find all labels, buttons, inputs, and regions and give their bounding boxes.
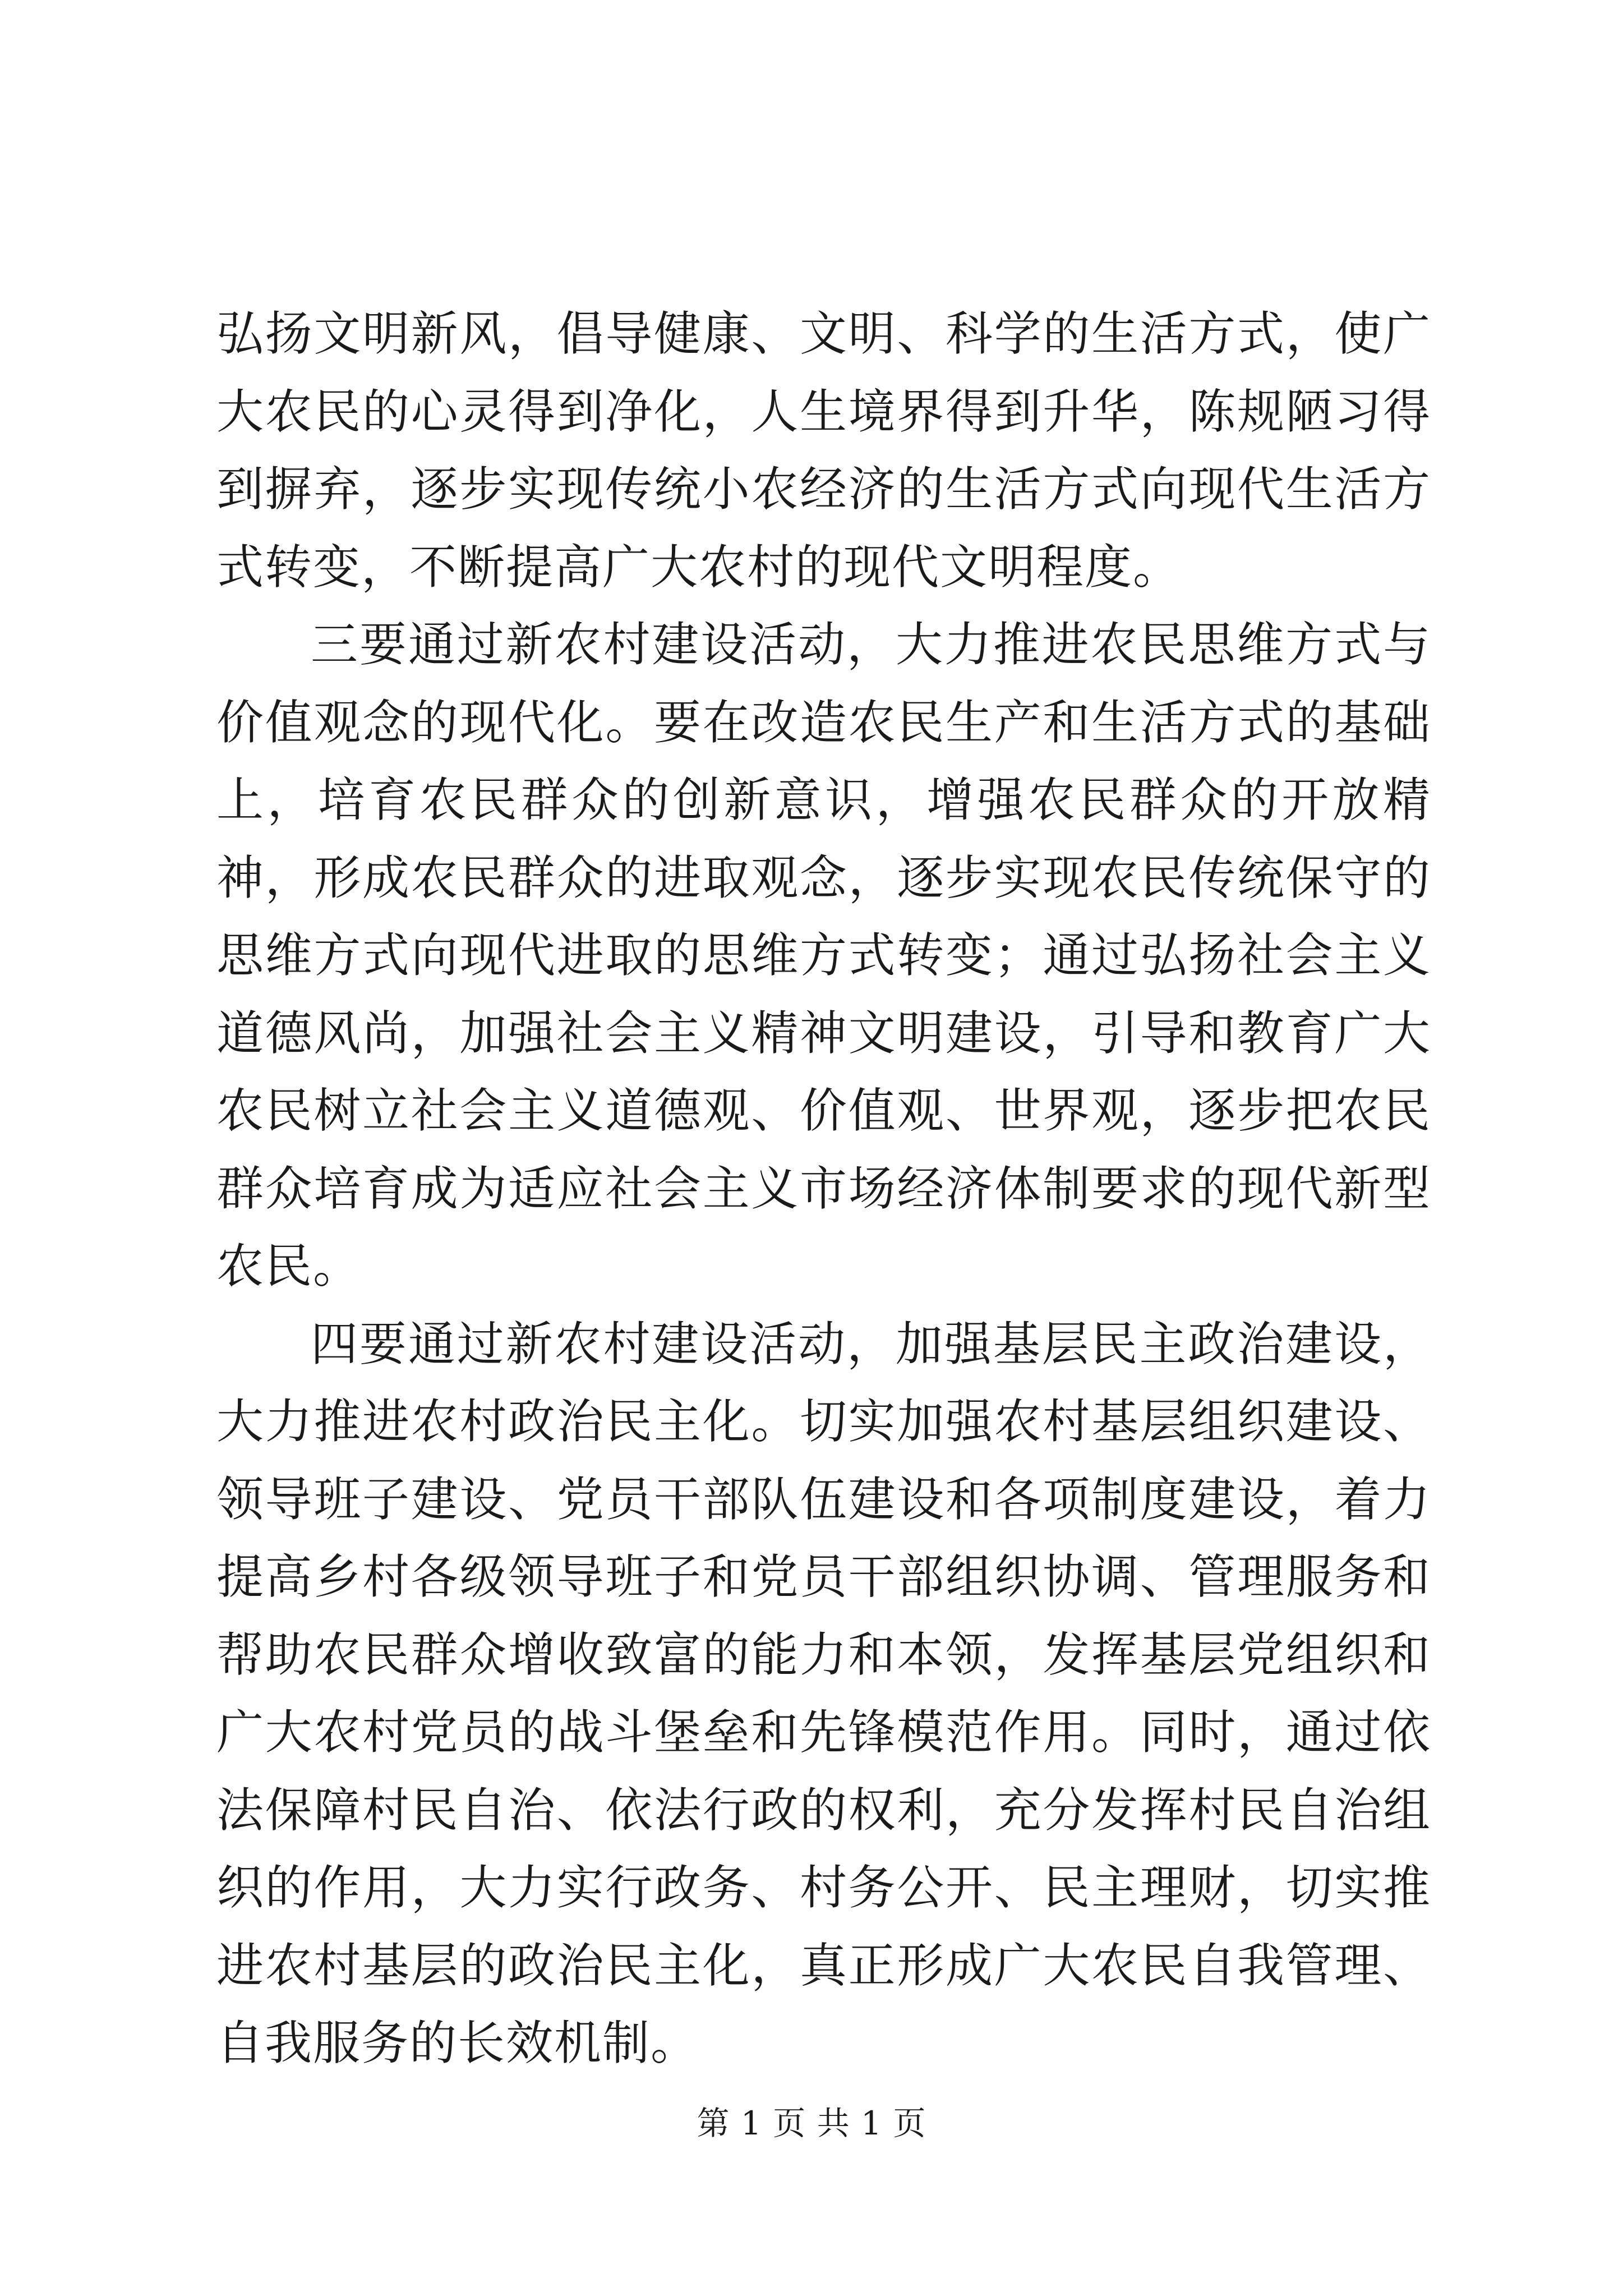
document-body [216, 295, 1431, 2082]
paragraph-2: 三要通过新农村建设活动，大力推进农民思维方式与价值观念的现代化。要在改造农民生产和生活方式的基础上，培育农民群众的创新意识，增强农民群众的开放精神，形成农民群众的进取观念，逐步实现农民传统保守的思维方式向现代进取的思维方式转变；通过弘扬社会主义道德风尚，加强社会主义精神文明建设，引导和教育广大农民树立社会主义道德观、价值观、世界观，逐步把农民群众培育成为适应社会主义市场经济体制要求的现代新型农民。 [216, 617, 1431, 1294]
page-footer: 第 1 页 共 1 页 [697, 2104, 926, 2142]
paragraph-3: 四要通过新农村建设活动，加强基层民主政治建设，大力推进农村政治民主化。切实加强农村基层组织建设、领导班子建设、党员干部队伍建设和各项制度建设，着力提高乡村各级领导班子和党员干部组织协调、管理服务和帮助农民群众增收致富的能力和本领，发挥基层党组织和广大农村党员的战斗堡垒和先锋模范作用。同时，通过依法保障村民自治、依法行政的权利，充分发挥村民自治组织的作用，大力实行政务、村务公开、民主理财，切实推进农村基层的政治民主化，真正形成广大农民自我管理、自我服务的长效机制。 [216, 1316, 1431, 2070]
paragraph-1: 弘扬文明新风，倡导健康、文明、科学的生活方式，使广大农民的心灵得到净化，人生境界得到升华，陈规陋习得到摒弃，逐步实现传统小农经济的生活方式向现代生活方式转变，不断提高广大农村的现代文明程度。 [216, 306, 1431, 595]
